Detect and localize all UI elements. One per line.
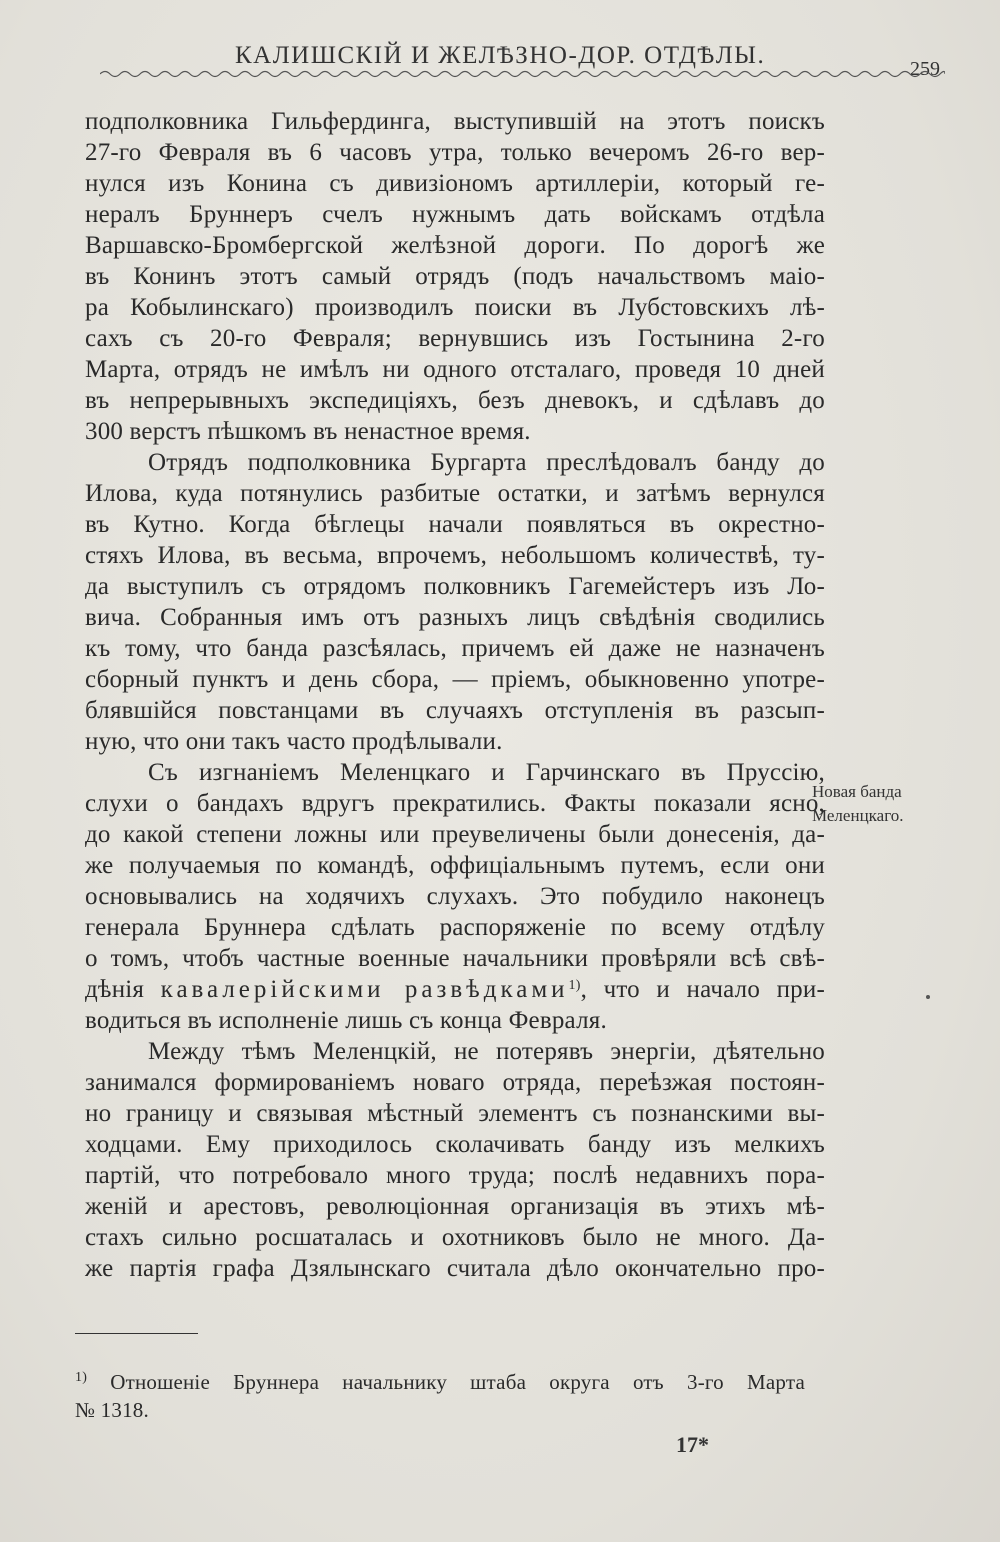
paragraph-start: Между тѣмъ Меленцкій, не потерявъ энергіи, дѣятельно [148, 1038, 825, 1065]
body-line: сахъ съ 20-го Февраля; вернувшись изъ Гостынина 2-го [85, 325, 825, 352]
body-line: стахъ сильно росшаталась и охотниковъ было не много. Да- [85, 1224, 825, 1251]
body-line: занимался формированіемъ новаго отряда, переѣзжая постоян- [85, 1069, 825, 1096]
body-line: къ тому, что банда разсѣялась, причемъ ей даже не назначенъ [85, 635, 825, 662]
paragraph-start: Съ изгнаніемъ Меленцкаго и Гарчинскаго въ Пруссію, [148, 759, 825, 786]
header-wavy-rule [100, 68, 945, 80]
body-line: женій и арестовъ, революціонная организація въ этихъ мѣ- [85, 1193, 825, 1220]
margin-note-line: Новая банда [812, 782, 902, 801]
margin-note-line: Меленцкаго. [812, 806, 904, 825]
running-head: КАЛИШСКІЙ И ЖЕЛѢЗНО-ДОР. ОТДѢЛЫ. [235, 42, 766, 69]
body-line: да выступилъ съ отрядомъ полковникъ Гагемейстеръ изъ Ло- [85, 573, 825, 600]
body-line: нулся изъ Конина съ дивизіономъ артиллеріи, который ге- [85, 170, 825, 197]
signature-mark: 17* [676, 1432, 709, 1457]
body-line: до какой степени ложны или преувеличены были донесенія, да- [85, 821, 825, 848]
body-line: основывались на ходячихъ слухахъ. Это побудило наконецъ [85, 883, 825, 910]
body-line: блявшійся повстанцами въ случаяхъ отступленія въ разсып- [85, 697, 825, 724]
footnote [75, 1368, 805, 1424]
body-line: ную, что они такъ часто продѣлывали. [85, 728, 503, 755]
body-line: Варшавско-Бромбергской желѣзной дороги. По дорогѣ же [85, 232, 825, 259]
paragraph-start: Отрядъ подполковника Бургарта преслѣдовалъ банду до [148, 449, 825, 476]
footnote-line [75, 1368, 805, 1396]
body-line: слухи о бандахъ вдругъ прекратились. Факты показали ясно, [85, 790, 825, 817]
body-line: Илова, куда потянулись разбитые остатки, и затѣмъ вернулся [85, 480, 825, 507]
body-line-end: , что и начало при- [580, 976, 825, 1003]
body-line: же партія графа Дзялынскаго считала дѣло окончательно про- [85, 1255, 825, 1282]
body-line: о томъ, чтобъ частные военные начальники провѣряли всѣ свѣ- [85, 945, 825, 972]
body-text [85, 106, 825, 1284]
body-line: водиться въ исполненіе лишь съ конца Февраля. [85, 1007, 607, 1034]
body-line-start: дѣнія [85, 976, 161, 1003]
body-line: вича. Собранныя имъ отъ разныхъ лицъ свѣдѣнія сводились [85, 604, 825, 631]
body-line: подполковника Гильфердинга, выступившій на этотъ поискъ [85, 108, 825, 135]
spaced-phrase: кавалерійскими развѣдками [160, 976, 569, 1003]
margin-note [812, 780, 942, 828]
body-line: въ Кутно. Когда бѣглецы начали появляться въ окрестно- [85, 511, 825, 538]
body-line: партій, что потребовало много труда; послѣ недавнихъ пора- [85, 1162, 825, 1189]
body-line: ходцами. Ему приходилось сколачивать банду изъ мелкихъ [85, 1131, 825, 1158]
page-number: 259 [910, 58, 940, 80]
body-line: Марта, отрядъ не имѣлъ ни одного отсталаго, проведя 10 дней [85, 356, 825, 383]
footnote-rule [75, 1333, 198, 1334]
body-line: же получаемыя по командѣ, оффиціальнымъ путемъ, если они [85, 852, 825, 879]
body-line-with-footnote [85, 974, 825, 1005]
print-speck [926, 995, 930, 999]
body-line: въ непрерывныхъ экспедиціяхъ, безъ дневокъ, и сдѣлавъ до [85, 387, 825, 414]
body-line: ра Кобылинскаго) производилъ поиски въ Лубстовскихъ лѣ- [85, 294, 825, 321]
body-line: стяхъ Илова, въ весьма, впрочемъ, небольшомъ количествѣ, ту- [85, 542, 825, 569]
body-line: сборный пунктъ и день сбора, — пріемъ, обыкновенно употре- [85, 666, 825, 693]
body-line: нералъ Бруннеръ счелъ нужнымъ дать войскамъ отдѣла [85, 201, 825, 228]
body-line: но границу и связывая мѣстный элементъ съ познанскими вы- [85, 1100, 825, 1127]
footnote-line: № 1318. [75, 1398, 149, 1422]
body-line: 300 верстъ пѣшкомъ въ ненастное время. [85, 418, 531, 445]
footnote-reference[interactable]: 1) [568, 978, 581, 993]
body-line: генерала Бруннера сдѣлать распоряженіе по всему отдѣлу [85, 914, 825, 941]
footnote-text: Отношеніе Бруннера начальнику штаба округа отъ 3-го Марта [110, 1370, 805, 1394]
footnote-marker: 1) [75, 1370, 88, 1385]
body-line: 27-го Февраля въ 6 часовъ утра, только вечеромъ 26-го вер- [85, 139, 825, 166]
body-line: въ Конинъ этотъ самый отрядъ (подъ начальствомъ маіо- [85, 263, 825, 290]
